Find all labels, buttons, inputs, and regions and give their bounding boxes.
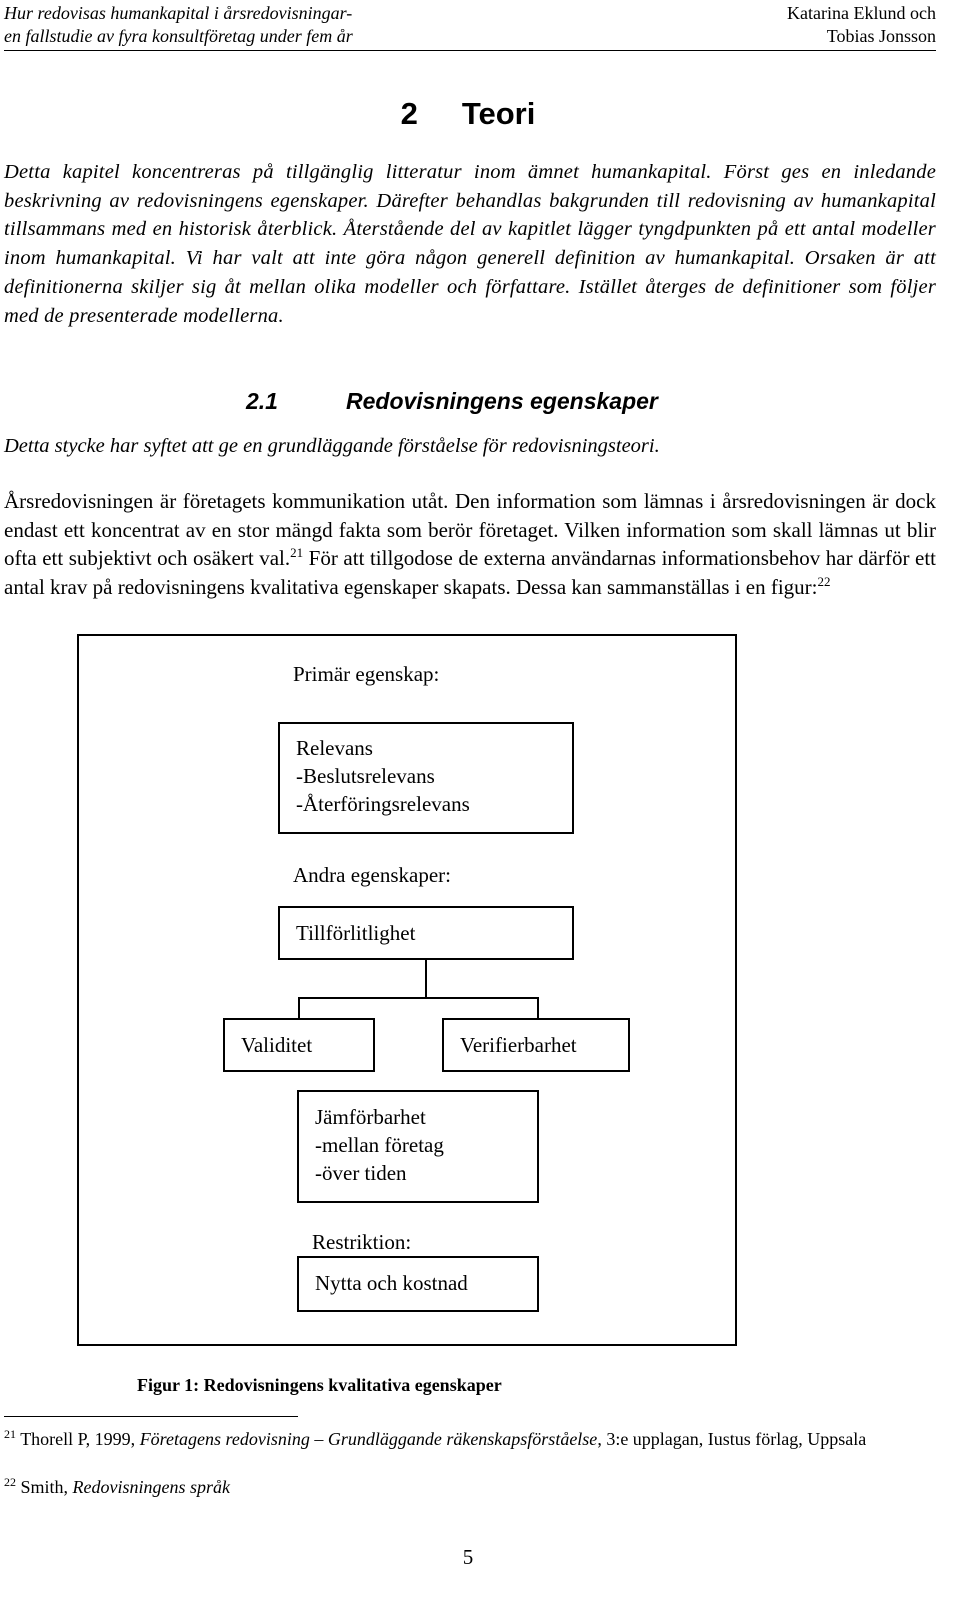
footnote-21-pre: Thorell P, 1999, xyxy=(20,1429,140,1449)
connector-left-drop xyxy=(298,997,300,1019)
footnote-ref-22[interactable]: 22 xyxy=(817,573,831,589)
reliability-box xyxy=(278,906,574,960)
running-header-authors xyxy=(787,2,936,48)
restriction-box xyxy=(297,1256,539,1312)
validity-box xyxy=(223,1018,375,1072)
footnote-21-number: 21 xyxy=(4,1427,16,1441)
restriction-text: Nytta och kostnad xyxy=(315,1271,468,1295)
figure-caption: Figur 1: Redovisningens kvalitativa egenskaper xyxy=(137,1375,502,1395)
relevance-line-3: -Återföringsrelevans xyxy=(296,792,470,816)
footnote-21-title: Företagens redovisning – Grundläggande räkenskapsförståelse xyxy=(139,1429,598,1449)
chapter-title: Teori xyxy=(461,96,536,131)
footnote-ref-21[interactable]: 21 xyxy=(290,545,304,560)
footnote-22-pre: Smith, xyxy=(20,1477,73,1497)
intro-paragraph: Detta kapitel koncentreras på tillgänglig litteratur inom ämnet humankapital. Först ges en inledande beskrivning av redovisningens egenskaper. Därefter behandlas bakgrunden till redovisning av humankapital tillsammans med en historisk återblick. Återstående del av kapitlet lägger tyngdpunkten på ett antal modeller inom humankapital. Vi har valt att inte göra någon generell definition av humankapital. Orsaken är att definitionerna skiljer sig åt mellan olika modeller och författare. Istället återges de definitioner som följer med de presenterade modellerna. xyxy=(4,161,936,327)
other-properties-label: Andra egenskaper: xyxy=(293,863,452,887)
body-text-part-2: För att tillgodose de externa användarnas informationsbehov har därför ett antal krav på redovisningens kvalitativa egenskaper skapats. Dessa kan sammanställas i en figur: xyxy=(4,546,936,599)
footnote-divider xyxy=(4,1416,298,1417)
header-author-line-1: Katarina Eklund och xyxy=(787,3,936,23)
comparability-line-2: -mellan företag xyxy=(315,1133,444,1157)
footnote-22-number: 22 xyxy=(4,1475,16,1489)
footnote-21 xyxy=(4,1428,936,1451)
relevance-box xyxy=(278,722,574,834)
header-title-line-1: Hur redovisas humankapital i årsredovisningar- xyxy=(4,3,353,23)
validity-text: Validitet xyxy=(241,1033,313,1057)
reliability-text: Tillförlitlighet xyxy=(296,921,416,945)
section-title: Redovisningens egenskaper xyxy=(346,388,658,414)
section-lead-paragraph: Detta stycke har syftet att ge en grundläggande förståelse för redovisningsteori. xyxy=(4,435,660,457)
connector-horizontal xyxy=(298,997,539,999)
footnote-21-post: , 3:e upplagan, Iustus förlag, Uppsala xyxy=(597,1429,867,1449)
verifiability-text: Verifierbarhet xyxy=(460,1033,577,1057)
section-number: 2.1 xyxy=(246,388,278,414)
chapter-heading xyxy=(0,96,936,132)
relevance-line-2: -Beslutsrelevans xyxy=(296,764,435,788)
relevance-line-1: Relevans xyxy=(296,736,373,760)
chapter-number: 2 xyxy=(400,96,418,131)
primary-property-label: Primär egenskap: xyxy=(293,662,440,686)
running-header-title xyxy=(4,2,353,48)
header-author-line-2: Tobias Jonsson xyxy=(826,26,936,46)
footnote-22-title: Redovisningens språk xyxy=(72,1477,230,1497)
comparability-box xyxy=(297,1090,539,1203)
comparability-line-3: -över tiden xyxy=(315,1161,407,1185)
body-paragraph xyxy=(4,487,936,601)
restriction-label: Restriktion: xyxy=(312,1230,412,1254)
header-title-line-2: en fallstudie av fyra konsultföretag under fem år xyxy=(4,26,353,46)
page-number: 5 xyxy=(462,1545,474,1569)
body-text-part-1: Årsredovisningen är företagets kommunikation utåt. Den information som lämnas i årsredovisningen är dock endast ett koncentrat av en stor mängd fakta som berör företaget. Vilken information som skall lämnas ut blir ofta ett subjektivt och osäkert val. xyxy=(4,489,936,570)
comparability-line-1: Jämförbarhet xyxy=(315,1105,426,1129)
verifiability-box xyxy=(442,1018,630,1072)
connector-right-drop xyxy=(537,997,539,1019)
header-divider xyxy=(4,50,936,51)
section-heading xyxy=(246,388,658,415)
footnote-22 xyxy=(4,1476,936,1499)
connector-vertical-main xyxy=(425,960,427,998)
